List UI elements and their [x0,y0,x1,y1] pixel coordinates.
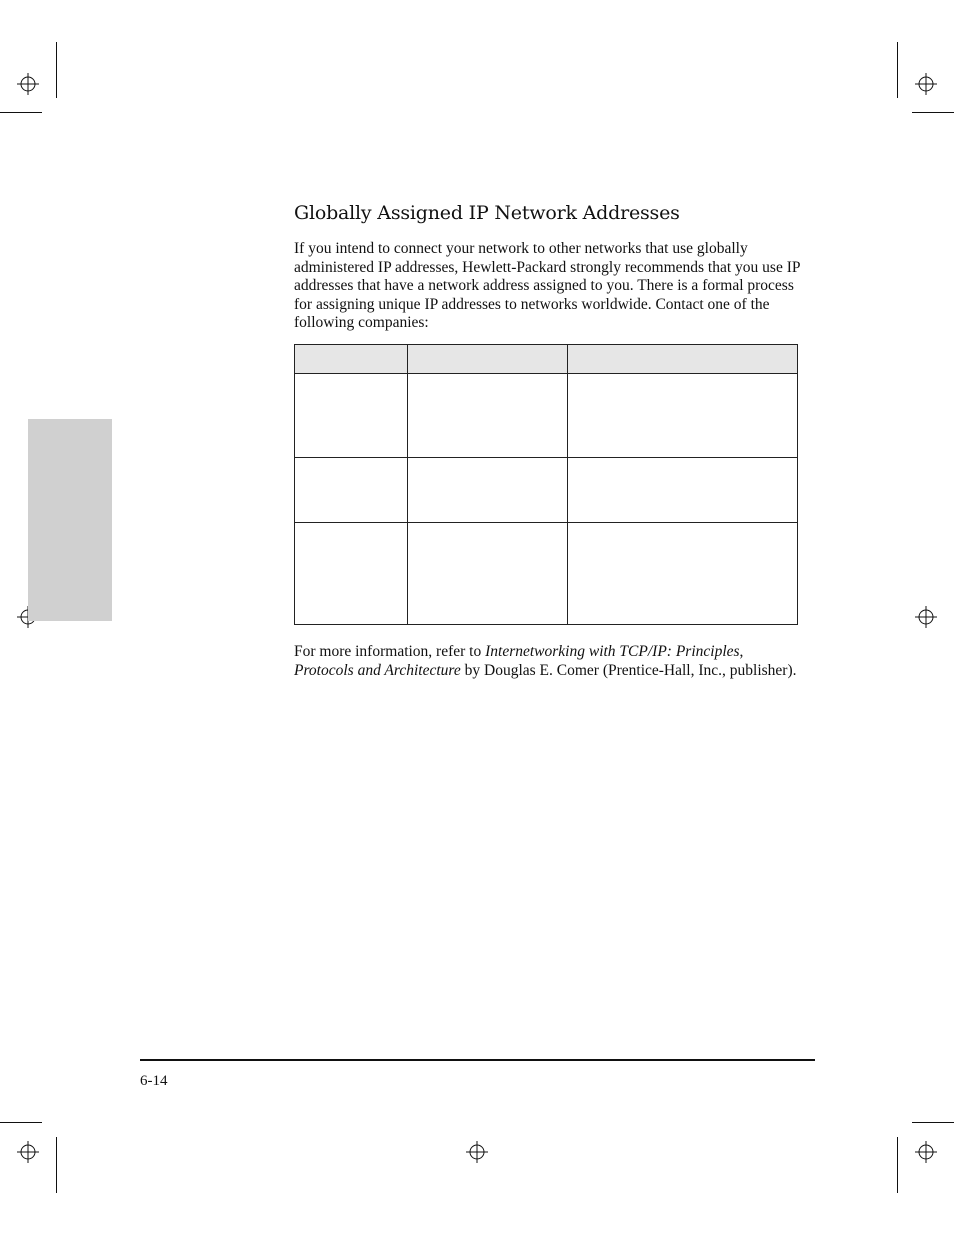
table-header-cell [568,345,798,374]
table-cell [295,458,408,523]
registration-mark-icon [915,73,937,95]
table-cell [408,374,568,458]
crop-mark [897,1137,898,1193]
reference-suffix: by Douglas E. Comer (Prentice-Hall, Inc., publisher). [460,662,797,680]
registration-mark-icon [466,1141,488,1163]
table-cell [568,458,798,523]
table-cell [295,374,408,458]
section-heading: Globally Assigned IP Network Addresses [294,202,680,224]
footer-rule [140,1059,815,1061]
crop-mark [56,42,57,98]
table-row [295,374,798,458]
table-cell [295,523,408,625]
table-row [295,523,798,625]
crop-mark [912,112,954,113]
book-title-part2: Protocols and Architecture [294,662,461,680]
page-number: 6-14 [140,1073,168,1089]
chapter-side-tab [28,419,112,621]
book-title-part1: Internetworking with TCP/IP: Principles [485,643,740,660]
reference-comma: , [739,643,744,660]
reference-prefix: For more information, refer to [294,643,486,660]
crop-mark [0,1122,42,1123]
table-cell [568,374,798,458]
registration-mark-icon [17,1141,39,1163]
table-cell [568,523,798,625]
intro-paragraph: If you intend to connect your network to other networks that use globally administered IP addresses, Hewlett-Packard strongly recommends that you use IP addresses that have a network address assigned to you. There is a formal process for assigning unique IP addresses to networks worldwide. Contact one of the following companies: [294,240,800,332]
registration-mark-icon [915,606,937,628]
table-cell [408,523,568,625]
table-row [295,458,798,523]
registration-mark-icon [915,1141,937,1163]
table-header-cell [295,345,408,374]
crop-mark [56,1137,57,1193]
crop-mark [0,112,42,113]
registration-mark-icon [17,73,39,95]
contacts-table [294,344,798,625]
reference-paragraph [294,642,804,681]
table-cell [408,458,568,523]
table-header-row [295,345,798,374]
table-header-cell [408,345,568,374]
crop-mark [897,42,898,98]
crop-mark [912,1122,954,1123]
